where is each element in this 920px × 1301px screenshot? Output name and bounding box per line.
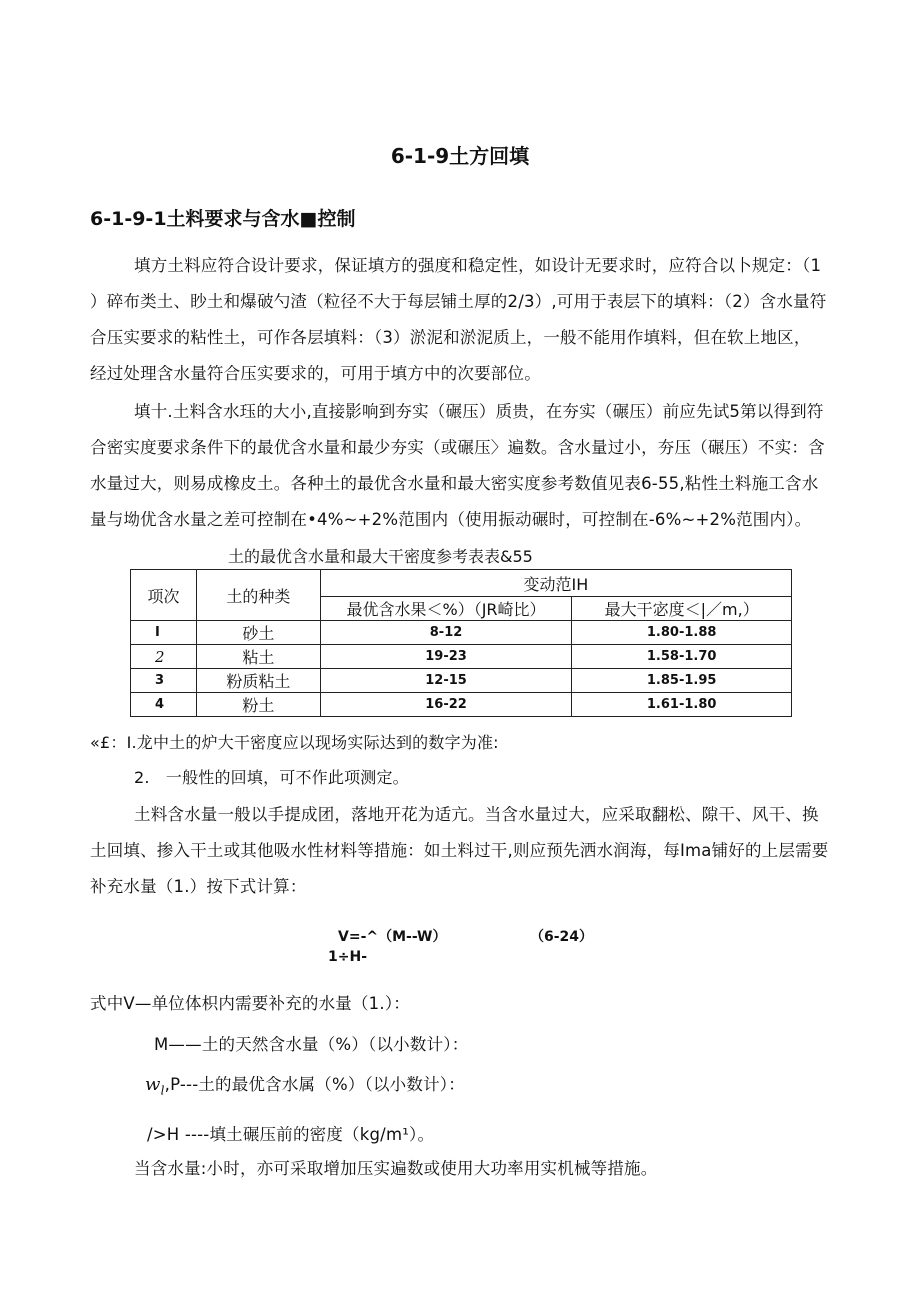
formula-line1: V=-^（M--W） (338, 929, 447, 945)
table-row (131, 669, 792, 693)
formula-line2: 1÷H- (328, 949, 367, 965)
para2-line3: 水量过大，则易成橡皮土。各种土的最优含水量和最大密实度参考数值见表6-55,粘性土料施工含水 (90, 474, 819, 493)
row-water: 8-12 (320, 621, 572, 645)
def-optimal-water-text: ,P---土的最优含水属（%）（以小数计）： (164, 1075, 465, 1094)
row-soil-type: 砂土 (196, 621, 320, 645)
row-water: 19-23 (320, 645, 572, 669)
row-index: 2 (131, 645, 197, 669)
table-row (131, 693, 792, 717)
para4: 当含水量:小时，亦可采取增加压实遍数或使用大功率用实机械等措施。 (134, 1159, 658, 1178)
def-symbol: w (145, 1074, 161, 1095)
para1-line1: 填方土料应符合设计要求，保证填方的强度和稳定性，如设计无要求时，应符合以卜规定：（1 (134, 256, 822, 275)
header-soil-type: 土的种类 (196, 570, 320, 621)
table-caption: 土的最优含水量和最大干密度参考表表&55 (228, 547, 533, 566)
formula-number: （6-24） (530, 929, 594, 945)
para3-line3: 补充水量（1.）按下式计算： (90, 877, 307, 896)
row-density: 1.58-1.70 (572, 645, 792, 669)
def-natural-water: M——土的天然含水量（%）（以小数计）： (154, 1035, 469, 1054)
header-variation-range: 变动范IH (320, 570, 791, 597)
def-symbol-sub: l (160, 1083, 165, 1098)
para1-line2: ）碎布类土、眇土和爆破勺渣（粒径不大于每层铺土厚的2/3）,可用于表层下的填料：（2）含水量符 (90, 292, 827, 311)
table-note-1: «£：I.龙中土的炉大干密度应以现场实际达到的数字为准: (90, 733, 499, 752)
header-optimal-water: 最优含水果＜%）（JR崎比） (320, 597, 572, 621)
row-density: 1.61-1.80 (572, 693, 792, 717)
row-water: 16-22 (320, 693, 572, 717)
section-heading: 6-1-9-1土料要求与含水■控制 (90, 208, 356, 230)
table-row (131, 645, 792, 669)
def-density: />H ----填土碾压前的密度（kg/m¹）。 (147, 1125, 435, 1144)
para3-line1: 土料含水量一般以手提成团，落地开花为适亢。当含水量过大，应采取翻松、隙干、风干、换 (134, 805, 819, 824)
para2-line1: 填十.土料含水珏的大小,直接影响到夯实（碾压）质贵，在夯实（碾压）前应先试5第以得到符 (134, 402, 824, 421)
row-density: 1.85-1.95 (572, 669, 792, 693)
where-clause: 式中V—单位体枳内需要补充的水量（1.）： (90, 994, 410, 1013)
row-index: 3 (131, 669, 197, 693)
row-density: 1.80-1.88 (572, 621, 792, 645)
para1-line4: 经过处理含水量符合压实要求的，可用于填方中的次要部位。 (90, 364, 541, 383)
para3-line2: 土回填、掺入干土或其他吸水性材料等措施：如土料过干,则应预先洒水润海，每Ima铺好的上层需要 (90, 841, 829, 860)
row-soil-type: 粉质粘土 (196, 669, 320, 693)
header-index: 项次 (131, 570, 197, 621)
def-optimal-water (145, 1071, 465, 1097)
table-row (131, 621, 792, 645)
para2-line2: 合密实度要求条件下的最优含水量和最少夯实（或碾压〉遍数。含水量过小，夯压（碾压）不实：含 (90, 438, 825, 457)
para1-line3: 合压实要求的粘性土，可作各层填料：（3）淤泥和淤泥质上，一般不能用作填料，但在软上地区， (90, 328, 811, 347)
row-soil-type: 粘土 (196, 645, 320, 669)
page-title: 6-1-9土方回填 (390, 144, 530, 168)
row-soil-type: 粉土 (196, 693, 320, 717)
row-index: I (131, 621, 197, 645)
header-max-density: 最大干宓度＜|／m,） (572, 597, 792, 621)
para2-line4: 量与坳优含水量之差可控制在•4%~+2%范围内（使用振动碾时，可控制在-6%~+2%范围内）。 (90, 510, 812, 529)
row-index: 4 (131, 693, 197, 717)
reference-table (130, 569, 792, 717)
table-note-2: 2. 一般性的回填，可不作此项测定。 (134, 768, 409, 787)
row-water: 12-15 (320, 669, 572, 693)
